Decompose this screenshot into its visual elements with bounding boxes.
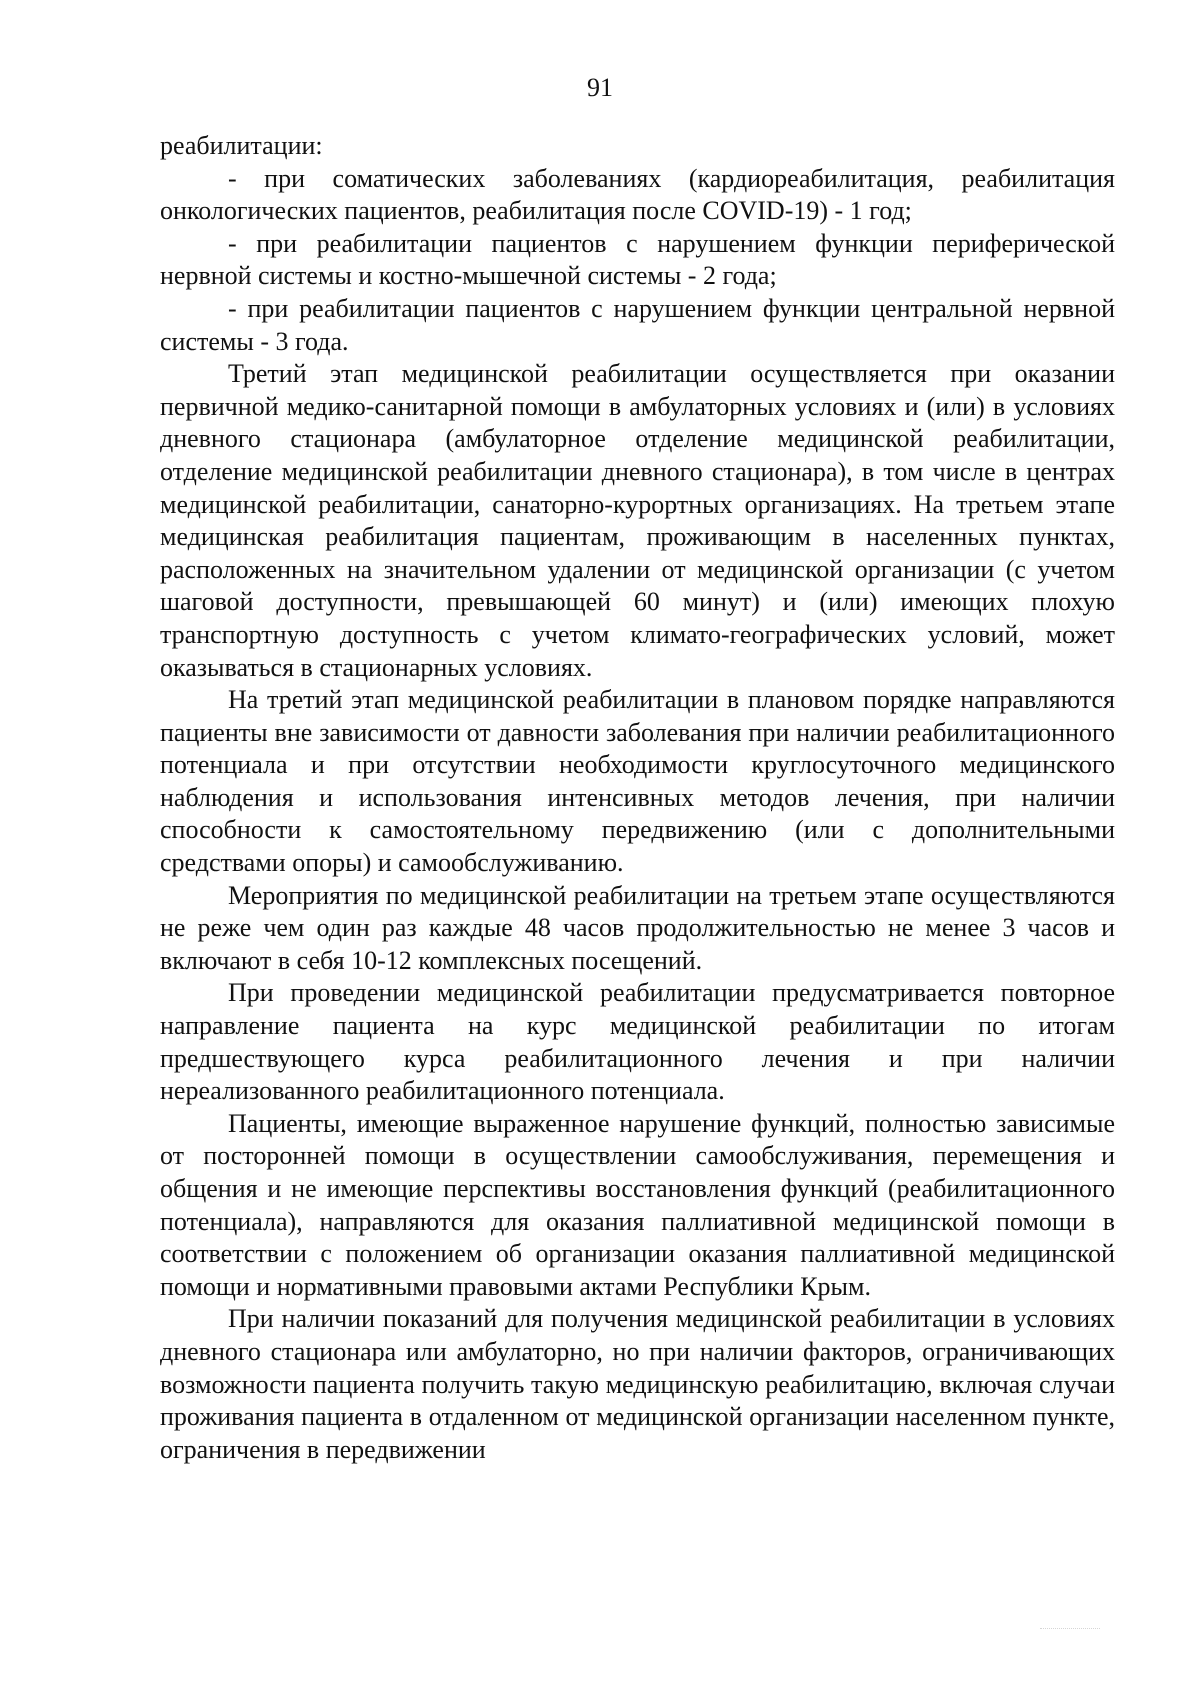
- list-item-central: - при реабилитации пациентов с нарушением функции центральной нервной системы - 3 года.: [160, 293, 1115, 356]
- paragraph-referral: На третий этап медицинской реабилитации в плановом порядке направляются пациенты вне зависимости от давности заболевания при наличии реабилитационного потенциала и при отсутствии необходимости круглосуточного медицинского наблюдения и использования интенсивных методов лечения, при наличии способности к самостоятельному передвижению (или с дополнительными средствами опоры) и самообслуживанию.: [160, 685, 1115, 878]
- list-item-somatic: - при соматических заболеваниях (кардиореабилитация, реабилитация онкологических пациентов, реабилитация после COVID-19) - 1 год;: [160, 163, 1115, 226]
- paragraph-frequency: Мероприятия по медицинской реабилитации на третьем этапе осуществляются не реже чем один раз каждые 48 часов продолжительностью не менее 3 часов и включают в себя 10-12 комплексных посещений.: [160, 880, 1115, 975]
- page-number: 91: [587, 73, 613, 102]
- paragraph-palliative: Пациенты, имеющие выраженное нарушение функций, полностью зависимые от посторонней помощи в осуществлении самообслуживания, перемещения и общения и не имеющие перспективы восстановления функций (реабилитационного потенциала), направляются для оказания паллиативной медицинской помощи в соответствии с положением об организации оказания паллиативной медицинской помощи и нормативными правовыми актами Республики Крым.: [160, 1108, 1115, 1301]
- paragraph-repeat-course: При проведении медицинской реабилитации предусматривается повторное направление пациента на курс медицинской реабилитации по итогам предшествующего курса реабилитационного лечения и при наличии нереализованного реабилитационного потенциала.: [160, 978, 1115, 1106]
- document-body: [160, 130, 1115, 1466]
- scan-artifact: [1040, 1628, 1100, 1633]
- paragraph-continuation: реабилитации:: [160, 131, 323, 160]
- paragraph-third-stage: Третий этап медицинской реабилитации осуществляется при оказании первичной медико-санитарной помощи в амбулаторных условиях и (или) в условиях дневного стационара (амбулаторное отделение медицинской реабилитации, отделение медицинской реабилитации дневного стационара), в том числе в центрах медицинской реабилитации, санаторно-курортных организациях. На третьем этапе медицинская реабилитация пациентам, проживающим в населенных пунктах, расположенных на значительном удалении от медицинской организации (с учетом шаговой доступности, превышающей 60 минут) и (или) имеющих плохую транспортную доступность с учетом климато-географических условий, может оказываться в стационарных условиях.: [160, 359, 1115, 682]
- list-item-peripheral: - при реабилитации пациентов с нарушением функции периферической нервной системы и костно-мышечной системы - 2 года;: [160, 228, 1115, 291]
- paragraph-indications: При наличии показаний для получения медицинской реабилитации в условиях дневного стационара или амбулаторно, но при наличии факторов, ограничивающих возможности пациента получить такую медицинскую реабилитацию, включая случаи проживания пациента в отдаленном от медицинской организации населенном пункте, ограничения в передвижении: [160, 1304, 1115, 1464]
